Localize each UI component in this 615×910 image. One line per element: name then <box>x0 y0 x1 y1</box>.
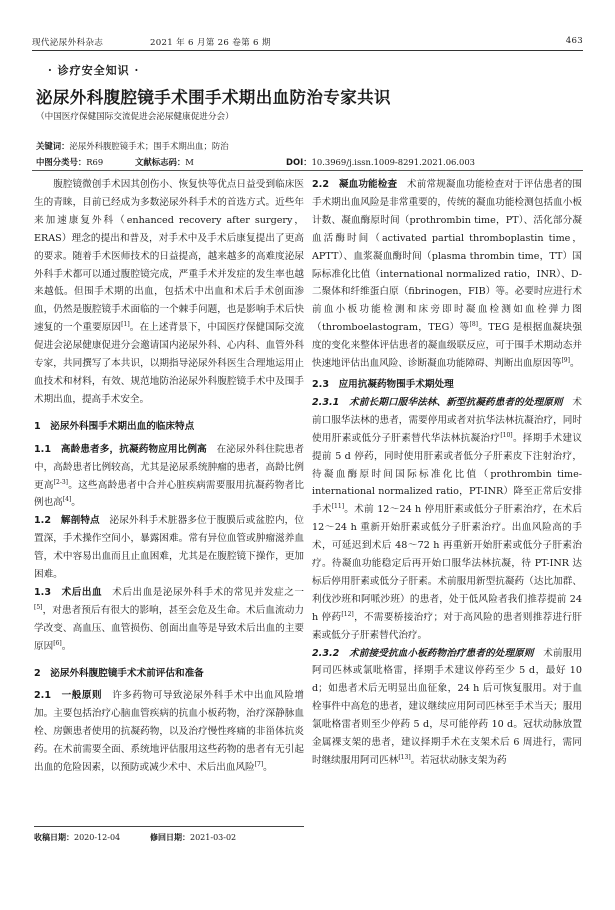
section-1-2-label: 1.2 解剖特点 <box>34 515 100 527</box>
keywords-value: 泌尿外科腹腔镜手术；围手术期出血；防治 <box>69 141 229 151</box>
doi <box>286 156 475 168</box>
section-1-heading: 1 泌尿外科围手术期出血的临床特点 <box>34 420 195 432</box>
column-tag: · 诊疗安全知识 · <box>48 64 140 77</box>
left-column <box>34 176 304 822</box>
keywords-rule <box>32 170 583 171</box>
received-label: 收稿日期： <box>34 833 74 842</box>
received-date <box>34 832 120 843</box>
citation: [13] <box>398 754 411 761</box>
doc-code-label: 文献标志码： <box>135 157 186 167</box>
doc-code-value: M <box>185 157 194 167</box>
section-2-2-label: 2.2 凝血功能检查 <box>312 179 398 190</box>
keywords-label: 关键词： <box>36 141 70 151</box>
right-column <box>312 176 582 904</box>
document-code <box>135 156 194 168</box>
citation: [7] <box>254 761 264 769</box>
citation: [8] <box>469 321 478 329</box>
citation: [9] <box>561 357 570 365</box>
clc-number <box>36 156 103 168</box>
intro-paragraph: 腹腔镜微创手术因其创伤小、恢复快等优点日益受到临床医生的青睐，目前已经成为多数泌尿外科手术的首选方式。近些年来加速康复外科（enhanced recovery after surgery，ERAS）理念的提出和普及，对手术中及手术后康复提出了更高的要求。随着手术医师技术的日益提高，越来越多的高难度泌尿外科手术都可以通过腹腔镜完成，严重手术并发症的发生率也越来越低。但围手术期的出血，包括术中出血和术后手术创面渗血，仍然是腹腔镜手术面临的一个棘手问题，也是影响手术后快速复的一个重要原因[1]。在上述背景下，中国医疗保健国际交流促进会泌尿健康促进分会邀请国内泌尿外科、心内科、血管外科专家，共同撰写了本共识，以期指导泌尿外科医生合理地运用止血技术和材料，有效、规范地防治泌尿外科腹腔镜手术中及围手术期出血，提高手术安全。 <box>34 179 304 405</box>
section-2-1: 2.1 一般原则 许多药物可导致泌尿外科手术中出血风险增加。主要包括治疗心脑血管疾病的抗血小板药物，治疗深静脉血栓、房颤患者使用的抗凝药物，以及治疗慢性疼痛的非甾体抗炎药。在术前需要全面、系统地评估服用这些药物的患者有无引起出血的危险因素，以预防或减少术中、术后出血风险[7]。 <box>34 690 304 774</box>
section-2-3-heading: 2.3 应用抗凝药物围手术期处理 <box>312 378 454 390</box>
clc-label: 中图分类号： <box>36 157 87 167</box>
clc-value: R69 <box>86 157 104 167</box>
section-2-heading: 2 泌尿外科腹腔镜手术术前评估和准备 <box>34 667 204 679</box>
header-rule <box>32 50 583 51</box>
citation: [6] <box>53 639 62 647</box>
author-org: （中国医疗保健国际交流促进会泌尿健康促进分会） <box>36 112 234 122</box>
doi-value: 10.3969/j.issn.1009-8291.2021.06.003 <box>311 157 476 167</box>
page-number: 463 <box>565 36 583 46</box>
revised-value: 2021-03-02 <box>190 833 237 842</box>
section-2-1-label: 2.1 一般原则 <box>34 690 103 702</box>
journal-name: 现代泌尿外科杂志 <box>32 38 104 48</box>
section-1-1: 1.1 高龄患者多，抗凝药物应用比例高 在泌尿外科住院患者中，高龄患者比例较高，尤其是泌尿系统肿瘤的患者，高龄比例更高[2-3]。这些高龄患者中合并心脏疾病需要服用抗凝药物者比例也高[4]。 <box>34 443 304 509</box>
citation: [1] <box>121 321 130 329</box>
footnote-rule <box>34 826 304 827</box>
section-1-2: 1.2 解剖特点 泌尿外科手术脏器多位于腹膜后或盆腔内，位置深，手术操作空间小，暴露困难。常有异位血管或肿瘤滋养血管，术中容易出血而且止血困难，尤其是在腹腔镜下操作，更加困难。 <box>34 515 304 581</box>
citation: [4] <box>62 496 72 504</box>
section-1-1-label: 1.1 高龄患者多，抗凝药物应用比例高 <box>34 443 207 455</box>
citation: [2-3] <box>53 478 69 486</box>
keywords <box>36 140 229 152</box>
section-2-3-2-label: 2.3.2 术前接受抗血小板药物治疗患者的处理原则 <box>312 647 534 659</box>
section-2-3-2: 2.3.2 术前接受抗血小板药物治疗患者的处理原则 术前服用阿司匹林或氯吡格雷，择期手术建议停药至少 5 d，最好 10 d；如患者术后无明显出血征象，24 h 后可恢复服用。对于血栓事件中高危的患者，建议继续应用阿司匹林至手术当天；服用氯吡格雷者则至少停药 5 d，尽可能停药 10 d。冠状动脉放置金属裸支架的患者，建议择期手术在支架术后 6 周进行，需同时继续服用阿司匹林[13]。若冠状动脉支架为药 <box>312 647 582 766</box>
section-2-2: 2.2 凝血功能检查 术前常规凝血功能检查对于评估患者的围手术期出血风险是非常重要的，传统的凝血功能检测包括血小板计数、凝血酶原时间（prothrombin time，PT）、活化部分凝血活酶时间（activated partial thromboplastin time，APTT）、血浆凝血酶时间（plasma thrombin time，TT）国际标准化比值（international normalized ratio，INR）、D-二聚体和纤维蛋白原（fibrinogen，FIB）等。必要时应进行术前血小板功能检测和床旁即时凝血检测如血栓弹力图（thromboelastogram，TEG）等[8]。TEG 是根据血凝块强度的变化来整体评估患者的凝血级联反应，可于围手术期动态并快速地评估出血风险、诊断凝血功能障碍、判断出血原因等[9]。 <box>312 179 582 370</box>
citation: [10] <box>500 431 513 439</box>
received-value: 2020-12-04 <box>74 833 121 842</box>
article-title: 泌尿外科腹腔镜手术围手术期出血防治专家共识 <box>36 88 391 107</box>
revised-date <box>150 832 236 843</box>
citation: [5] <box>34 603 43 611</box>
section-1-3: 1.3 术后出血 术后出血是泌尿外科手术的常见并发症之一[5]，对患者预后有很大的影响，甚至会危及生命。术后血流动力学改变、高血压、血管损伤、创面出血等是导致术后出血的主要原因[6]。 <box>34 586 304 652</box>
section-1-3-label: 1.3 术后出血 <box>34 586 103 598</box>
citation: [12] <box>341 610 354 618</box>
section-2-3-1: 2.3.1 术前长期口服华法林、新型抗凝药患者的处理原则 术前口服华法林的患者，需要停用或者对抗华法林抗凝治疗，同时使用肝素或低分子肝素替代华法林抗凝治疗[10]。择期手术建议提前 5 d 停药，同时使用肝素或者低分子肝素皮下注射治疗，待凝血酶原时间国际标准化比值（prothrombin time-international normalized ratio，PT-INR）降至正常后安排手术[11]。术前 12～24 h 停用肝素或低分子肝素治疗，在术后 12～24 h 重新开始肝素或低分子肝素治疗。出血风险高的手术，可延迟到术后 48～72 h 再重新开始肝素或低分子肝素治疗。待凝血功能稳定后再开始口服华法林抗凝，待 PT-INR 达标后停用肝素或低分子肝素。术前服用新型抗凝药（达比加群、利伐沙班和阿哌沙班）的患者，处于低风险者我们推荐提前 24 h 停药[12]，不需要桥接治疗；对于高风险的患者则推荐进行肝素或低分子肝素替代治疗。 <box>312 396 582 641</box>
revised-label: 修回日期： <box>150 833 190 842</box>
issue-info: 2021 年 6 月第 26 卷第 6 期 <box>150 38 271 48</box>
citation: [11] <box>331 503 345 511</box>
section-2-3-1-label: 2.3.1 术前长期口服华法林、新型抗凝药患者的处理原则 <box>312 396 563 408</box>
doi-label: DOI： <box>286 157 312 167</box>
